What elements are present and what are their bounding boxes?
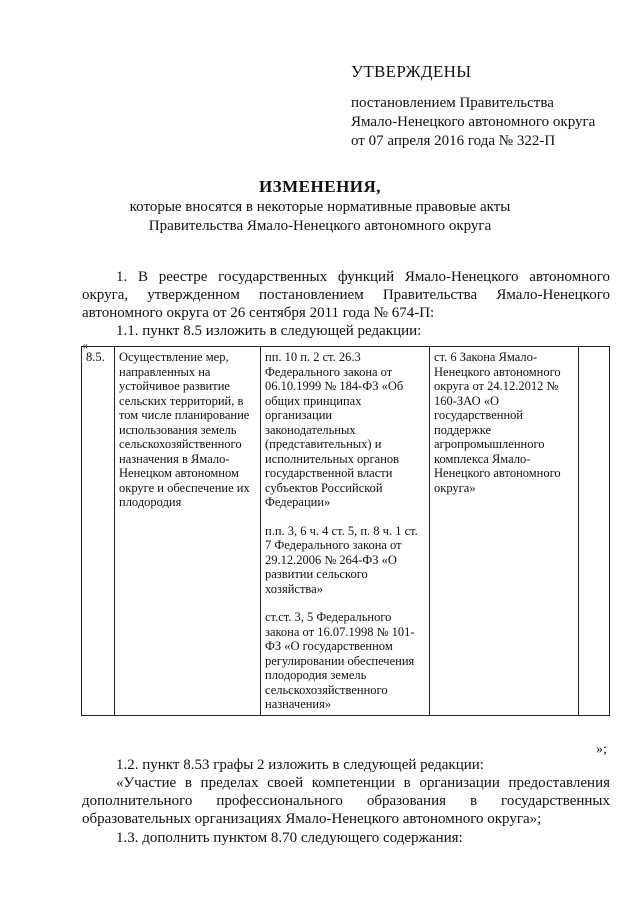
paragraph-line: 1. В реестре государственных функций Ямало-Ненецкого автономного: [116, 269, 610, 285]
federal-basis-item: п.п. 3, 6 ч. 4 ст. 5, п. 8 ч. 1 ст. 7 Федерального закона от 29.12.2006 № 264-ФЗ «О развитии сельского хозяйства»: [265, 523, 418, 596]
federal-basis-cell: [261, 347, 430, 716]
open-quote: «: [82, 338, 88, 352]
row-number-cell: 8.5.: [82, 347, 115, 716]
table-row: [82, 347, 610, 716]
document-subtitle-line: которые вносятся в некоторые нормативные правовые акты: [129, 199, 511, 215]
function-cell: Осуществление мер, направленных на устойчивое развитие сельских территорий, в том числе планирование использования земель сельскохозяйственного назначения в Ямало-Ненецком автономном округе и обеспечение их плодородия: [115, 347, 261, 716]
federal-basis-item: пп. 10 п. 2 ст. 26.3 Федерального закона от 06.10.1999 № 184-ФЗ «Об общих принципах организации законодательных (представительных) и исполнительных органов государственной власти субъектов Российской Федерации»: [265, 350, 404, 509]
paragraph-line: округа, утвержденном постановлением Правительства Ямало-Ненецкого: [82, 287, 610, 303]
approval-line: постановлением Правительства: [351, 95, 554, 111]
quote-line: дополнительного профессионального образования в государственных: [82, 793, 610, 809]
item-1-2: 1.2. пункт 8.53 графы 2 изложить в следующей редакции:: [116, 757, 484, 773]
item-1-1: 1.1. пункт 8.5 изложить в следующей редакции:: [116, 323, 422, 339]
document-title: ИЗМЕНЕНИЯ,: [258, 177, 382, 196]
approval-title: УТВЕРЖДЕНЫ: [351, 62, 472, 81]
approval-line: от 07 апреля 2016 года № 322-П: [351, 133, 556, 149]
item-1-3: 1.3. дополнить пунктом 8.70 следующего содержания:: [116, 830, 463, 846]
close-quote: »;: [596, 742, 607, 757]
regional-basis-cell: ст. 6 Закона Ямало-Ненецкого автономного округа от 24.12.2012 № 160-ЗАО «О государственной поддержке агропромышленного комплекса Ямало-Ненецкого автономного округа»: [430, 347, 579, 716]
paragraph-line: автономного округа от 26 сентября 2011 года № 674-П:: [82, 305, 435, 321]
quote-line: образовательных организациях Ямало-Ненецкого автономного округа»;: [82, 811, 542, 827]
document-subtitle-line: Правительства Ямало-Ненецкого автономного округа: [148, 218, 492, 234]
quote-line: «Участие в пределах своей компетенции в организации предоставления: [116, 775, 610, 791]
approval-line: Ямало-Ненецкого автономного округа: [351, 114, 596, 130]
empty-cell: [579, 347, 610, 716]
federal-basis-item: ст.ст. 3, 5 Федерального закона от 16.07.1998 № 101-ФЗ «О государственном регулировании обеспечения плодородия земель сельскохозяйственного назначения»: [265, 610, 415, 711]
registry-table: [81, 346, 610, 716]
